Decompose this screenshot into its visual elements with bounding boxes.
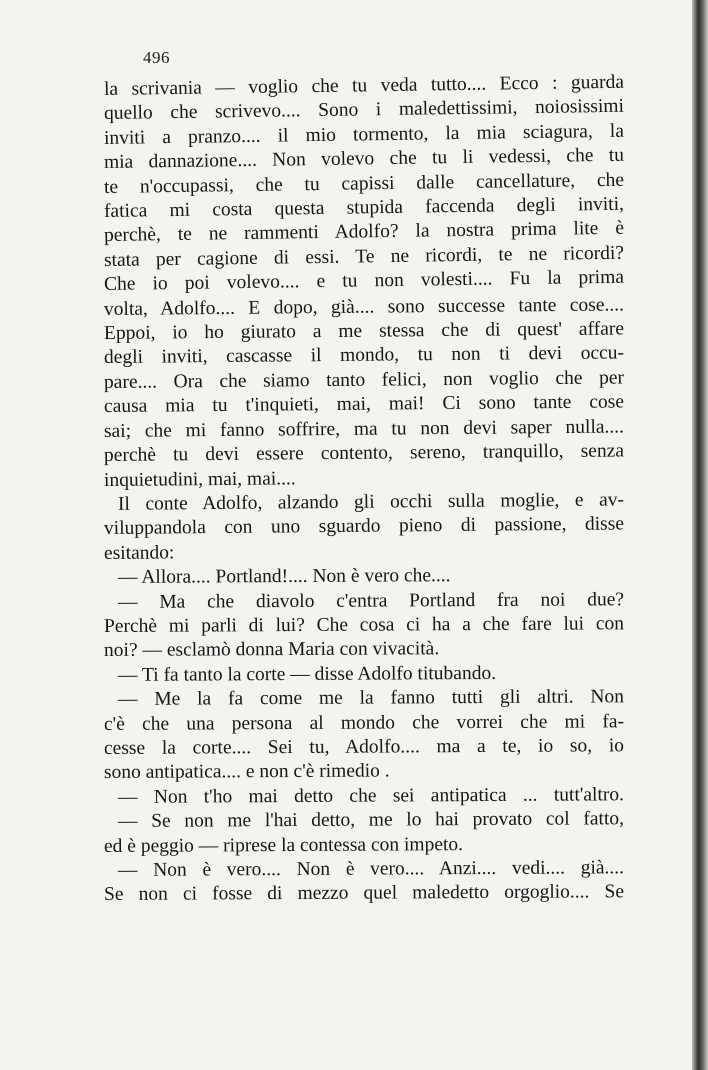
text-line: — Ti fa tanto la corte — disse Adolfo titubando. <box>117 662 497 686</box>
text-line: pare.... Ora che siamo tanto felici, non voglio che per <box>103 367 625 393</box>
text-line: Che io poi volevo.... e tu non volesti.... Fu la prima <box>103 266 625 296</box>
text-line: cesse la corte.... Sei tu, Adolfo.... ma a te, io so, io <box>103 735 625 759</box>
text-line: Se non ci fosse di mezzo quel maledetto orgoglio.... Se <box>103 881 625 906</box>
text-line: degli inviti, cascasse il mondo, tu non ti devi occu- <box>103 342 625 369</box>
text-line: causa mia tu t'inquieti, mai, mai! Ci sono tante cose <box>103 391 625 418</box>
text-line: — Non è vero.... Non è vero.... Anzi.... vedi.... già.... <box>117 857 625 881</box>
text-line: Perchè mi parli di lui? Che cosa ci ha a che fare lui con <box>103 613 625 637</box>
text-line: noi? — esclamò donna Maria con vivacità. <box>103 638 440 662</box>
text-line: — Se non me l'hai detto, me lo hai provato col fatto, <box>117 808 625 833</box>
text-line: c'è che una persona al mondo che vorrei che mi fa- <box>103 710 625 735</box>
text-line: sai; che mi fanno soffrire, ma tu non devi saper nulla.... <box>103 416 625 442</box>
text-line: esitando: <box>103 542 175 564</box>
text-line: viluppandola con uno sguardo pieno di passione, disse <box>103 513 625 540</box>
text-line: mia dannazione.... Non volevo che tu li vedessi, che tu <box>103 144 625 174</box>
page-number: 496 <box>143 48 170 67</box>
text-line: — Non t'ho mai detto che sei antipatica ... tutt'altro. <box>117 784 625 808</box>
body-text <box>103 71 625 908</box>
text-line: perchè, te ne rammenti Adolfo? la nostra prima lite è <box>103 218 625 247</box>
book-binding-edge <box>692 0 708 1070</box>
text-line: quello che scrivevo.... Sono i maledettissimi, noiosissimi <box>103 96 625 125</box>
text-line: — Ma che diavolo c'entra Portland fra noi due? <box>117 588 625 613</box>
text-line: ed è peggio — riprese la contessa con impeto. <box>103 833 464 857</box>
text-line: sono antipatica.... e non c'è rimedio . <box>103 760 390 784</box>
text-line: te n'occupassi, che tu capissi dalle cancellature, che <box>103 169 625 198</box>
text-line: inviti a pranzo.... il mio tormento, la mia sciagura, la <box>103 120 625 149</box>
text-line: Il conte Adolfo, alzando gli occhi sulla moglie, e av- <box>117 489 625 515</box>
text-line: volta, Adolfo.... E dopo, già.... sono successe tante cose.... <box>103 294 625 320</box>
text-line: stata per cagione di essi. Te ne ricordi, te ne ricordi? <box>103 242 625 271</box>
text-line: — Allora.... Portland!.... Non è vero che.... <box>117 565 451 589</box>
text-line: fatica mi costa questa stupida faccenda degli inviti, <box>103 193 625 223</box>
text-line: la scrivania — voglio che tu veda tutto.... Ecco : guarda <box>103 71 625 100</box>
text-line: — Me la fa come me la fanno tutti gli altri. Non <box>117 686 625 711</box>
text-line: perchè tu devi essere contento, sereno, tranquillo, senza <box>103 440 625 467</box>
text-line: inquietudini, mai, mai.... <box>103 467 296 491</box>
text-line: Eppoi, io ho giurato a me stessa che di quest' affare <box>103 318 625 345</box>
